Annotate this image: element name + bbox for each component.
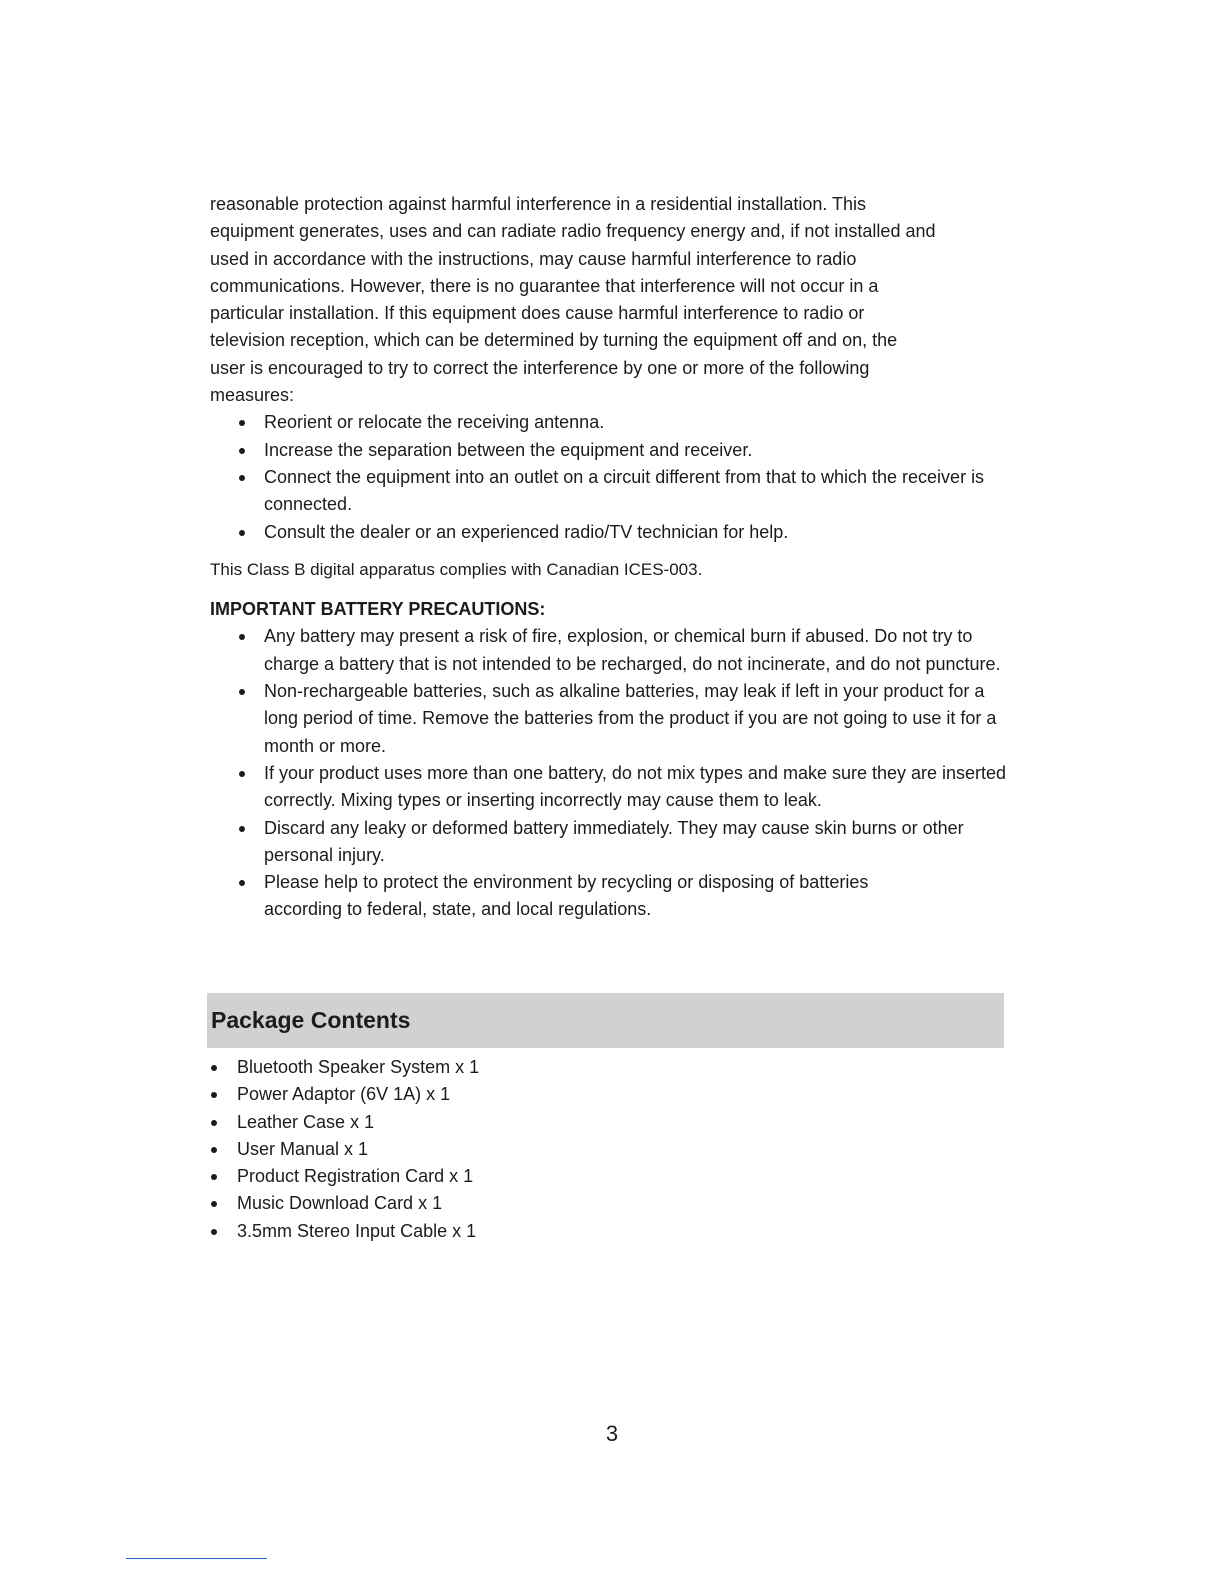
list-item: Music Download Card x 1 [210, 1190, 479, 1217]
list-item: Non-rechargeable batteries, such as alkaline batteries, may leak if left in your product for a long period of time. Remove the batteries from the product if you are not going to use it for a month or more. [210, 678, 1010, 760]
list-item: Discard any leaky or deformed battery immediately. They may cause skin burns or other personal injury. [210, 815, 1010, 870]
list-item: Any battery may present a risk of fire, explosion, or chemical burn if abused. Do not try to charge a battery that is not intended to be recharged, do not incinerate, and do not puncture. [210, 623, 1010, 678]
list-item: User Manual x 1 [210, 1136, 479, 1163]
ices-statement: This Class B digital apparatus complies with Canadian ICES-003. [210, 559, 703, 579]
intro-line: particular installation. If this equipment does cause harmful interference to radio or [210, 303, 865, 324]
list-item: Increase the separation between the equipment and receiver. [210, 437, 1010, 464]
intro-line: measures: [210, 385, 295, 406]
list-item: Product Registration Card x 1 [210, 1163, 479, 1190]
package-contents-header [207, 993, 1004, 1048]
list-item: Connect the equipment into an outlet on a circuit different from that to which the receiver is connected. [210, 464, 1010, 519]
list-item: Power Adaptor (6V 1A) x 1 [210, 1081, 479, 1108]
intro-line: used in accordance with the instructions, may cause harmful interference to radio [210, 248, 857, 269]
intro-line: reasonable protection against harmful interference in a residential installation. This [210, 194, 867, 214]
list-item: Bluetooth Speaker System x 1 [210, 1054, 479, 1081]
fcc-intro-paragraph [210, 191, 1010, 409]
intro-line: television reception, which can be determined by turning the equipment off and on, the [210, 330, 898, 351]
fcc-section [210, 191, 1010, 924]
interference-measures-list [210, 409, 1010, 545]
list-item: Consult the dealer or an experienced radio/TV technician for help. [210, 519, 1010, 546]
battery-precautions-list [210, 623, 1010, 923]
list-item: 3.5mm Stereo Input Cable x 1 [210, 1218, 479, 1245]
package-contents-list [210, 1054, 479, 1245]
list-item: Please help to protect the environment by recycling or disposing of batteries according to federal, state, and local regulations. [210, 869, 1010, 924]
intro-line: user is encouraged to try to correct the interference by one or more of the following [210, 357, 870, 378]
intro-line: communications. However, there is no guarantee that interference will not occur in a [210, 275, 879, 296]
section-title: Package Contents [211, 1007, 411, 1033]
footnote-divider [126, 1558, 267, 1559]
list-item: Reorient or relocate the receiving antenna. [210, 409, 1010, 436]
page-number: 3 [605, 1421, 619, 1446]
battery-precautions-heading: IMPORTANT BATTERY PRECAUTIONS: [210, 599, 546, 620]
intro-line: equipment generates, uses and can radiate radio frequency energy and, if not installed and [210, 221, 936, 242]
list-item: Leather Case x 1 [210, 1109, 479, 1136]
list-item: If your product uses more than one battery, do not mix types and make sure they are inserted correctly. Mixing types or inserting incorrectly may cause them to leak. [210, 760, 1010, 815]
